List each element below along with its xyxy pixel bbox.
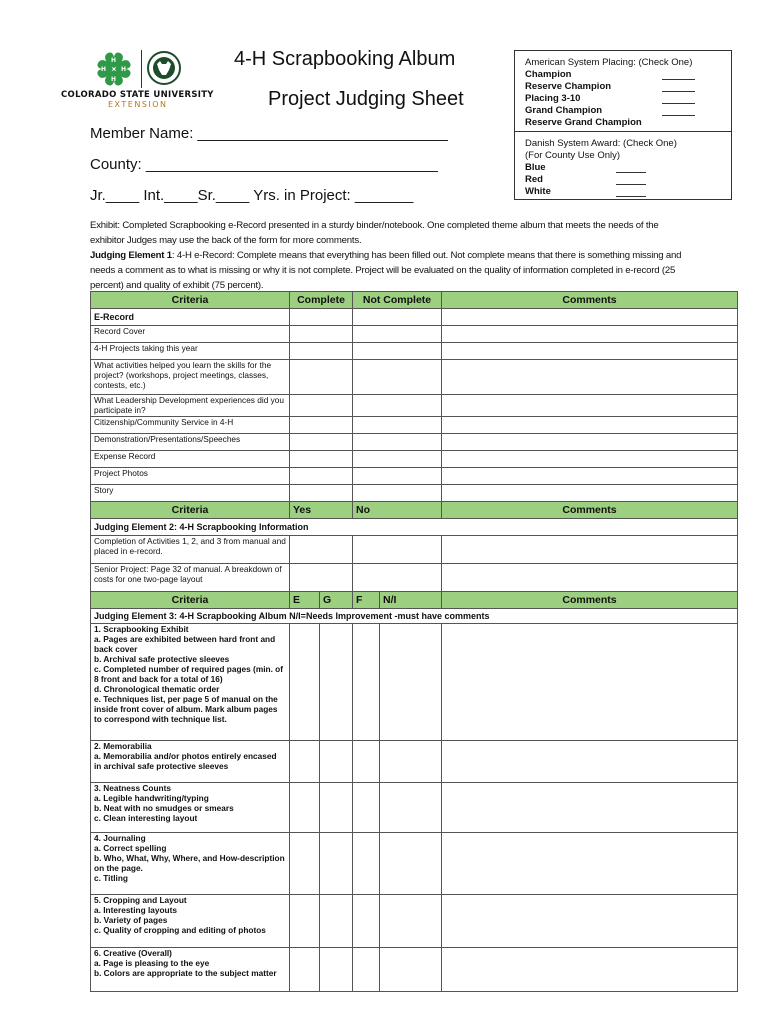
not-complete-cell[interactable] [353, 417, 442, 434]
criteria-cell: 1. Scrapbooking Exhibit a. Pages are exhibited between hard front and back cover b. Archival safe protective sleeves c. Completed number of required pages (min. of 8 front and back for a total of 16) d. Chronological thematic order e. Techniques list, per page 5 of manual on the inside front cover of album. Mark album pages to correspond with technique list. [91, 624, 290, 741]
comments-cell[interactable] [442, 485, 738, 502]
comments-cell[interactable] [442, 360, 738, 395]
complete-cell[interactable] [290, 326, 353, 343]
table-row [91, 451, 738, 468]
e-header: E [290, 592, 320, 609]
award-white: White [525, 186, 551, 197]
comments-cell[interactable] [442, 564, 738, 592]
comments-cell[interactable] [442, 833, 738, 895]
not-complete-cell[interactable] [353, 360, 442, 395]
criteria-cell: 4-H Projects taking this year [91, 343, 290, 360]
g-cell[interactable] [320, 783, 353, 833]
f-cell[interactable] [353, 624, 380, 741]
comments-header: Comments [442, 502, 738, 519]
comments-cell[interactable] [442, 741, 738, 783]
table-row [91, 536, 738, 564]
e-cell[interactable] [290, 783, 320, 833]
american-placing-title: American System Placing: (Check One) [525, 57, 693, 68]
csu-seal-logo [146, 50, 182, 86]
table-row [91, 395, 738, 417]
criteria-cell: Story [91, 485, 290, 502]
white-check-blank[interactable] [616, 196, 646, 197]
table-row [91, 485, 738, 502]
comments-cell[interactable] [442, 624, 738, 741]
f-cell[interactable] [353, 783, 380, 833]
e-cell[interactable] [290, 895, 320, 948]
criteria-cell: Record Cover [91, 326, 290, 343]
comments-cell[interactable] [442, 783, 738, 833]
criteria-cell: What Leadership Development experiences did you participate in? [91, 395, 290, 417]
university-name: COLORADO STATE UNIVERSITY [61, 90, 214, 100]
section-judging-element-3 [91, 609, 738, 624]
grand-champion-check-blank[interactable] [662, 115, 695, 116]
criteria-header: Criteria [91, 592, 290, 609]
g-cell[interactable] [320, 833, 353, 895]
e-cell[interactable] [290, 624, 320, 741]
table-row [91, 741, 738, 783]
g-cell[interactable] [320, 624, 353, 741]
judging-table [90, 291, 738, 992]
placing-divider [515, 131, 731, 132]
comments-cell[interactable] [442, 451, 738, 468]
not-complete-cell[interactable] [353, 451, 442, 468]
no-cell[interactable] [353, 536, 442, 564]
placing-reserve-grand-champion: Reserve Grand Champion [525, 117, 642, 128]
member-name-field[interactable]: Member Name: ______________________________ [90, 125, 448, 142]
danish-award-note: (For County Use Only) [525, 150, 621, 161]
complete-cell[interactable] [290, 360, 353, 395]
table-row [91, 564, 738, 592]
complete-cell[interactable] [290, 395, 353, 417]
exhibit-description: Exhibit: Completed Scrapbooking e-Record presented in a sturdy binder/notebook. One completed theme album that meets the needs of the exhibitor Judges may use the back of the form for more comments. [90, 220, 659, 246]
comments-header: Comments [442, 292, 738, 309]
not-complete-cell[interactable] [353, 343, 442, 360]
logo-divider [141, 50, 142, 88]
section-label: Judging Element 3: 4-H Scrapbooking Album N/I=Needs Improvement -must have comments [91, 609, 738, 624]
criteria-cell: Project Photos [91, 468, 290, 485]
section-label: Judging Element 2: 4-H Scrapbooking Information [91, 519, 738, 536]
complete-cell[interactable] [290, 434, 353, 451]
table1-header-row [91, 292, 738, 309]
placing-reserve-champion: Reserve Champion [525, 81, 612, 92]
table-row [91, 783, 738, 833]
f-header: F [353, 592, 380, 609]
county-field[interactable]: County: ___________________________________ [90, 156, 438, 173]
comments-cell[interactable] [442, 468, 738, 485]
comments-cell[interactable] [442, 895, 738, 948]
section-label: E-Record [91, 309, 290, 326]
criteria-cell: Senior Project: Page 32 of manual. A breakdown of costs for one two-page layout [91, 564, 290, 592]
judging-element-1-text: : 4-H e-Record: Complete means that everything has been filled out. Not complete means that there is something missing and needs a comment as to what is missing or why it is not complete. Project will be evaluated on the quality of information completed in e-record (25 percent) and quality of exhibit (75 percent). [90, 250, 682, 291]
table-row [91, 624, 738, 741]
svg-text:H: H [121, 66, 127, 73]
e-cell[interactable] [290, 833, 320, 895]
red-check-blank[interactable] [616, 184, 646, 185]
placing-grand-champion: Grand Champion [525, 105, 603, 116]
ni-header: N/I [380, 592, 442, 609]
table-row [91, 833, 738, 895]
yes-cell[interactable] [290, 564, 353, 592]
f-cell[interactable] [353, 948, 380, 992]
e-cell[interactable] [290, 948, 320, 992]
criteria-cell: Demonstration/Presentations/Speeches [91, 434, 290, 451]
f-cell[interactable] [353, 833, 380, 895]
placing-champion: Champion [525, 69, 572, 80]
comments-cell[interactable] [442, 417, 738, 434]
criteria-cell: 3. Neatness Counts a. Legible handwriting/typing b. Neat with no smudges or smears c. Clean interesting layout [91, 783, 290, 833]
table-row [91, 434, 738, 451]
criteria-cell: 4. Journaling a. Correct spelling b. Who, What, Why, Where, and How-description on the page. c. Titling [91, 833, 290, 895]
complete-cell[interactable] [290, 468, 353, 485]
no-header: No [353, 502, 442, 519]
criteria-cell: What activities helped you learn the skills for the project? (workshops, project meetings, classes, contests, etc.) [91, 360, 290, 395]
criteria-header: Criteria [91, 292, 290, 309]
table3-header-row [91, 592, 738, 609]
criteria-header: Criteria [91, 502, 290, 519]
comments-cell[interactable] [442, 395, 738, 417]
champion-check-blank[interactable] [662, 79, 695, 80]
comments-cell[interactable] [442, 326, 738, 343]
criteria-cell: Citizenship/Community Service in 4-H [91, 417, 290, 434]
criteria-cell: Expense Record [91, 451, 290, 468]
svg-text:H: H [111, 57, 117, 64]
comments-cell[interactable] [442, 343, 738, 360]
not-complete-cell[interactable] [353, 468, 442, 485]
award-blue: Blue [525, 162, 546, 173]
ni-cell[interactable] [380, 783, 442, 833]
title-album: 4-H Scrapbooking Album [234, 48, 456, 70]
criteria-cell: 2. Memorabilia a. Memorabilia and/or photos entirely encased in archival safe protective sleeves [91, 741, 290, 783]
criteria-cell: 5. Cropping and Layout a. Interesting layouts b. Variety of pages c. Quality of cropping and editing of photos [91, 895, 290, 948]
e-cell[interactable] [290, 741, 320, 783]
table-row [91, 360, 738, 395]
blue-check-blank[interactable] [616, 172, 646, 173]
not-complete-cell[interactable] [353, 326, 442, 343]
complete-cell[interactable] [290, 343, 353, 360]
reserve-champion-check-blank[interactable] [662, 91, 695, 92]
comments-cell[interactable] [442, 536, 738, 564]
ni-cell[interactable] [380, 833, 442, 895]
g-header: G [320, 592, 353, 609]
table2-header-row [91, 502, 738, 519]
title-judging-sheet: Project Judging Sheet [268, 88, 464, 110]
section-e-record [91, 309, 738, 326]
placing-3-10: Placing 3-10 [525, 93, 581, 104]
table-row [91, 417, 738, 434]
table-row [91, 326, 738, 343]
no-cell[interactable] [353, 564, 442, 592]
table-row [91, 343, 738, 360]
not-complete-cell[interactable] [353, 434, 442, 451]
criteria-cell: 6. Creative (Overall) a. Page is pleasing to the eye b. Colors are appropriate to the subject matter [91, 948, 290, 992]
ni-cell[interactable] [380, 895, 442, 948]
svg-text:H: H [111, 76, 117, 83]
criteria-cell: Completion of Activities 1, 2, and 3 from manual and placed in e-record. [91, 536, 290, 564]
table-row [91, 468, 738, 485]
comments-cell[interactable] [442, 948, 738, 992]
complete-cell[interactable] [290, 451, 353, 468]
g-cell[interactable] [320, 948, 353, 992]
yes-cell[interactable] [290, 536, 353, 564]
comments-cell[interactable] [442, 434, 738, 451]
not-complete-cell[interactable] [353, 395, 442, 417]
complete-cell[interactable] [290, 417, 353, 434]
judging-element-1-description [90, 248, 690, 293]
table-row [91, 948, 738, 992]
placing-box [514, 50, 732, 200]
years-in-project-field[interactable]: Jr.____ Int.____Sr.____ Yrs. in Project: _______ [90, 187, 414, 204]
extension-label: EXTENSION [108, 100, 168, 109]
not-complete-header: Not Complete [353, 292, 442, 309]
yes-header: Yes [290, 502, 353, 519]
instructions [90, 218, 690, 293]
comments-header: Comments [442, 592, 738, 609]
ni-cell[interactable] [380, 741, 442, 783]
placing-3-10-check-blank[interactable] [662, 103, 695, 104]
judging-element-1-label: Judging Element 1 [90, 250, 172, 261]
g-cell[interactable] [320, 895, 353, 948]
table-row [91, 895, 738, 948]
complete-header: Complete [290, 292, 353, 309]
ni-cell[interactable] [380, 624, 442, 741]
f-cell[interactable] [353, 895, 380, 948]
award-red: Red [525, 174, 543, 185]
g-cell[interactable] [320, 741, 353, 783]
not-complete-cell[interactable] [353, 485, 442, 502]
section-judging-element-2 [91, 519, 738, 536]
f-cell[interactable] [353, 741, 380, 783]
4h-clover-logo [94, 50, 134, 88]
danish-award-title: Danish System Award: (Check One) [525, 138, 677, 149]
svg-text:H: H [101, 66, 107, 73]
complete-cell[interactable] [290, 485, 353, 502]
ni-cell[interactable] [380, 948, 442, 992]
